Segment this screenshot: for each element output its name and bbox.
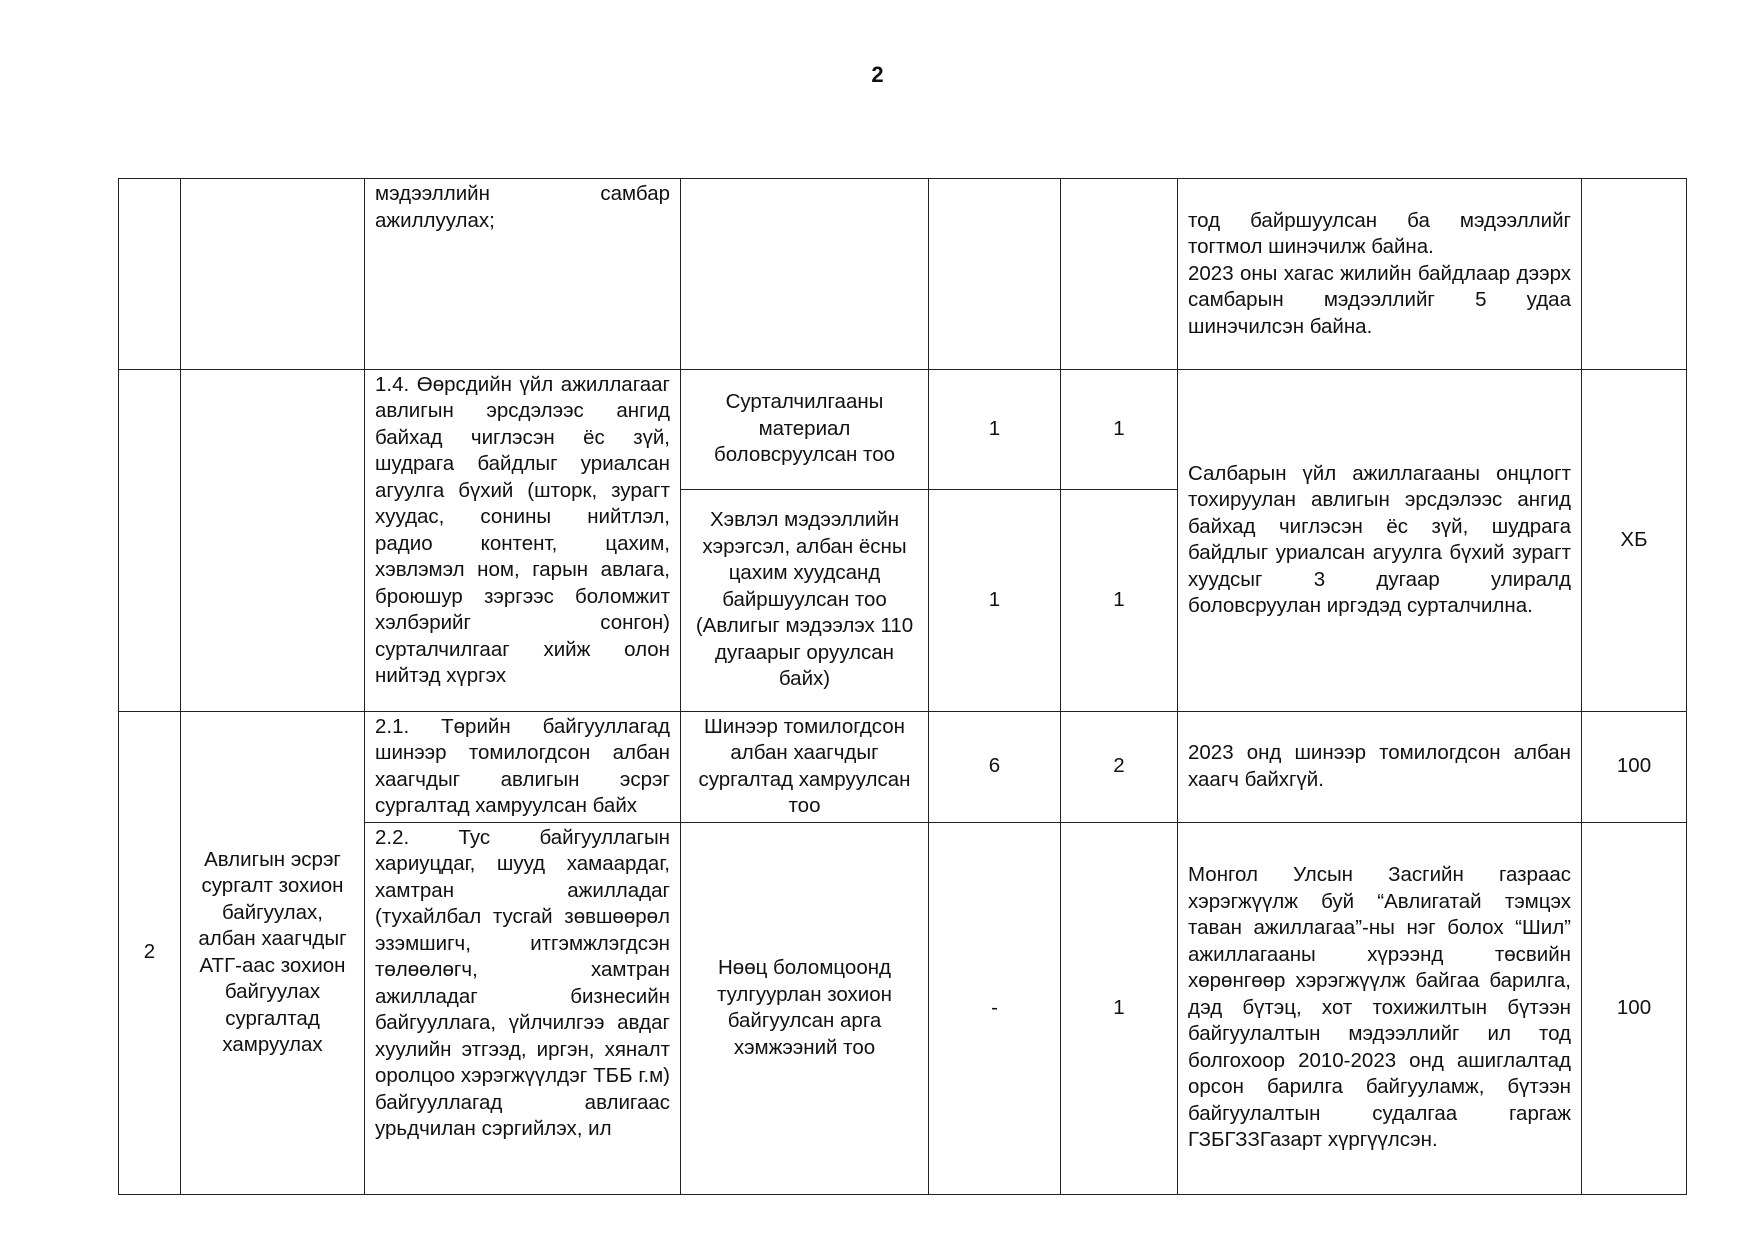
- score-cell: [1582, 179, 1687, 370]
- target-cell: [1061, 179, 1178, 370]
- score-value: 100: [1616, 995, 1652, 1019]
- table-row: [119, 179, 1687, 370]
- target-cell: [1061, 489, 1178, 711]
- target-cell: [1061, 369, 1178, 489]
- score-cell: [1582, 711, 1687, 822]
- activity-cell: [365, 179, 681, 370]
- baseline-value: 1: [988, 416, 1001, 440]
- score-value: ХБ: [1620, 527, 1648, 551]
- indicator-text: Хэвлэл мэдээллийн хэрэгсэл, албан ёсны цахим хуудсанд байршуулсан тоо (Авлигыг мэдээлэх 110 дугаарыг оруулсан байх): [695, 508, 914, 691]
- baseline-cell: [929, 711, 1061, 822]
- page-number: 2: [871, 62, 884, 87]
- baseline-value: 1: [988, 587, 1001, 611]
- result-text: Монгол Улсын Засгийн газраас хэрэгжүүлж буй “Авлигатай тэмцэх таван ажиллагаа”-ны нэг болох “Шил” ажиллагааны хүрээнд төсвийн хөрөнгөөр хэрэгжүүлж байгаа барилга, дэд бүтэц, хот тохижилтын бүтээн байгуулалтын мэдээллийг ил тод болгохоор 2010-2023 онд ашиглалтад орсон барилга байгууламж, бүтээн байгуулалтын судалгаа гаргаж ГЗБГЗЗГазарт хүргүүлсэн.: [1188, 863, 1571, 1152]
- target-cell: [1061, 711, 1178, 822]
- goal-text: Авлигын эсрэг сургалт зохион байгуулах, албан хаагчдыг АТГ-аас зохион байгуулах сургалтад хамруулах: [198, 847, 347, 1056]
- indicator-cell: [681, 489, 929, 711]
- target-value: 2: [1113, 754, 1125, 778]
- number-cell: [119, 179, 181, 370]
- goal-cell: [181, 369, 365, 711]
- activity-cell: [365, 822, 681, 1194]
- baseline-cell: [929, 179, 1061, 370]
- activity-text: 2.2. Тус байгууллагын хариуцдаг, шууд хамаардаг, хамтран ажилладаг (тухайлбал тусгай зөвшөөрөл эзэмшигч, итгэмжлэгдсэн төлөөлөгч, хамтран ажилладаг бизнесийн байгууллага, үйлчилгээ авдаг хуулийн этгээд, иргэн, хяналт оролцоо хэрэгжүүлдэг ТББ г.м) байгууллагад авлигаас урьдчилан сэргийлэх, ил: [375, 825, 670, 1140]
- row-number: 2: [143, 940, 156, 964]
- target-cell: [1061, 822, 1178, 1194]
- activity-text: мэдээллийн самбар ажиллуулах;: [375, 182, 670, 232]
- baseline-value: 6: [988, 754, 1001, 778]
- baseline-cell: [929, 822, 1061, 1194]
- goal-cell: [181, 711, 365, 1194]
- baseline-cell: [929, 369, 1061, 489]
- score-value: 100: [1616, 754, 1652, 778]
- result-cell: [1178, 369, 1582, 711]
- indicator-text: Сурталчилгааны материал боловсруулсан тоо: [713, 390, 895, 467]
- result-cell: [1178, 711, 1582, 822]
- indicator-cell: [681, 369, 929, 489]
- result-cell: [1178, 822, 1582, 1194]
- activity-cell: [365, 711, 681, 822]
- indicator-cell: [681, 711, 929, 822]
- table-row: [119, 369, 1687, 489]
- indicator-text: Нөөц боломцоонд тулгуурлан зохион байгуулсан арга хэмжээний тоо: [717, 956, 892, 1059]
- goal-cell: [181, 179, 365, 370]
- target-value: 1: [1113, 995, 1125, 1019]
- activity-text: 2.1. Төрийн байгууллагад шинээр томилогдсон албан хаагчдыг авлигын эсрэг сургалтад хамруулсан байх: [375, 714, 670, 817]
- table-row: [119, 711, 1687, 822]
- target-value: 1: [1113, 587, 1125, 611]
- target-value: 1: [1113, 416, 1125, 440]
- score-cell: [1582, 822, 1687, 1194]
- result-text: Салбарын үйл ажиллагааны онцлогт тохируулан авлигын эрсдэлээс ангид байхад чиглэсэн ёс зүй, шудрага байдлыг уриалсан агуулга бүхий зурагт хуудсыг 3 дугаар улиралд боловсруулан иргэдэд сурталчилна.: [1188, 461, 1571, 617]
- result-text: 2023 онд шинээр томилогдсон албан хаагч байхгүй.: [1188, 741, 1571, 791]
- baseline-cell: [929, 489, 1061, 711]
- result-text: тод байршуулсан ба мэдээллийг тогтмол шинэчилж байна. 2023 оны хагас жилийн байдлаар дээрх самбарын мэдээллийг 5 удаа шинэчилсэн байна.: [1188, 208, 1571, 338]
- activity-text: 1.4. Өөрсдийн үйл ажиллагааг авлигын эрсдэлээс ангид байхад чиглэсэн ёс зүй, шудрага байдлыг уриалсан агуулга бүхий (шторк, зурагт хуудас, сонины нийтлэл, радио контент, цахим, хэвлэмэл ном, гарын авлага, броюшур зэргээс боломжит хэлбэрийг сонгон) сурталчилгааг хийж олон нийтэд хүргэх: [375, 372, 670, 687]
- indicator-cell: [681, 179, 929, 370]
- score-cell: [1582, 369, 1687, 711]
- indicator-text: Шинээр томилогдсон албан хаагчдыг сургалтад хамруулсан тоо: [698, 714, 911, 817]
- indicator-cell: [681, 822, 929, 1194]
- result-cell: [1178, 179, 1582, 370]
- baseline-value: -: [991, 995, 998, 1019]
- activity-cell: [365, 369, 681, 711]
- plan-report-table: [118, 178, 1687, 1195]
- number-cell: [119, 369, 181, 711]
- number-cell: [119, 711, 181, 1194]
